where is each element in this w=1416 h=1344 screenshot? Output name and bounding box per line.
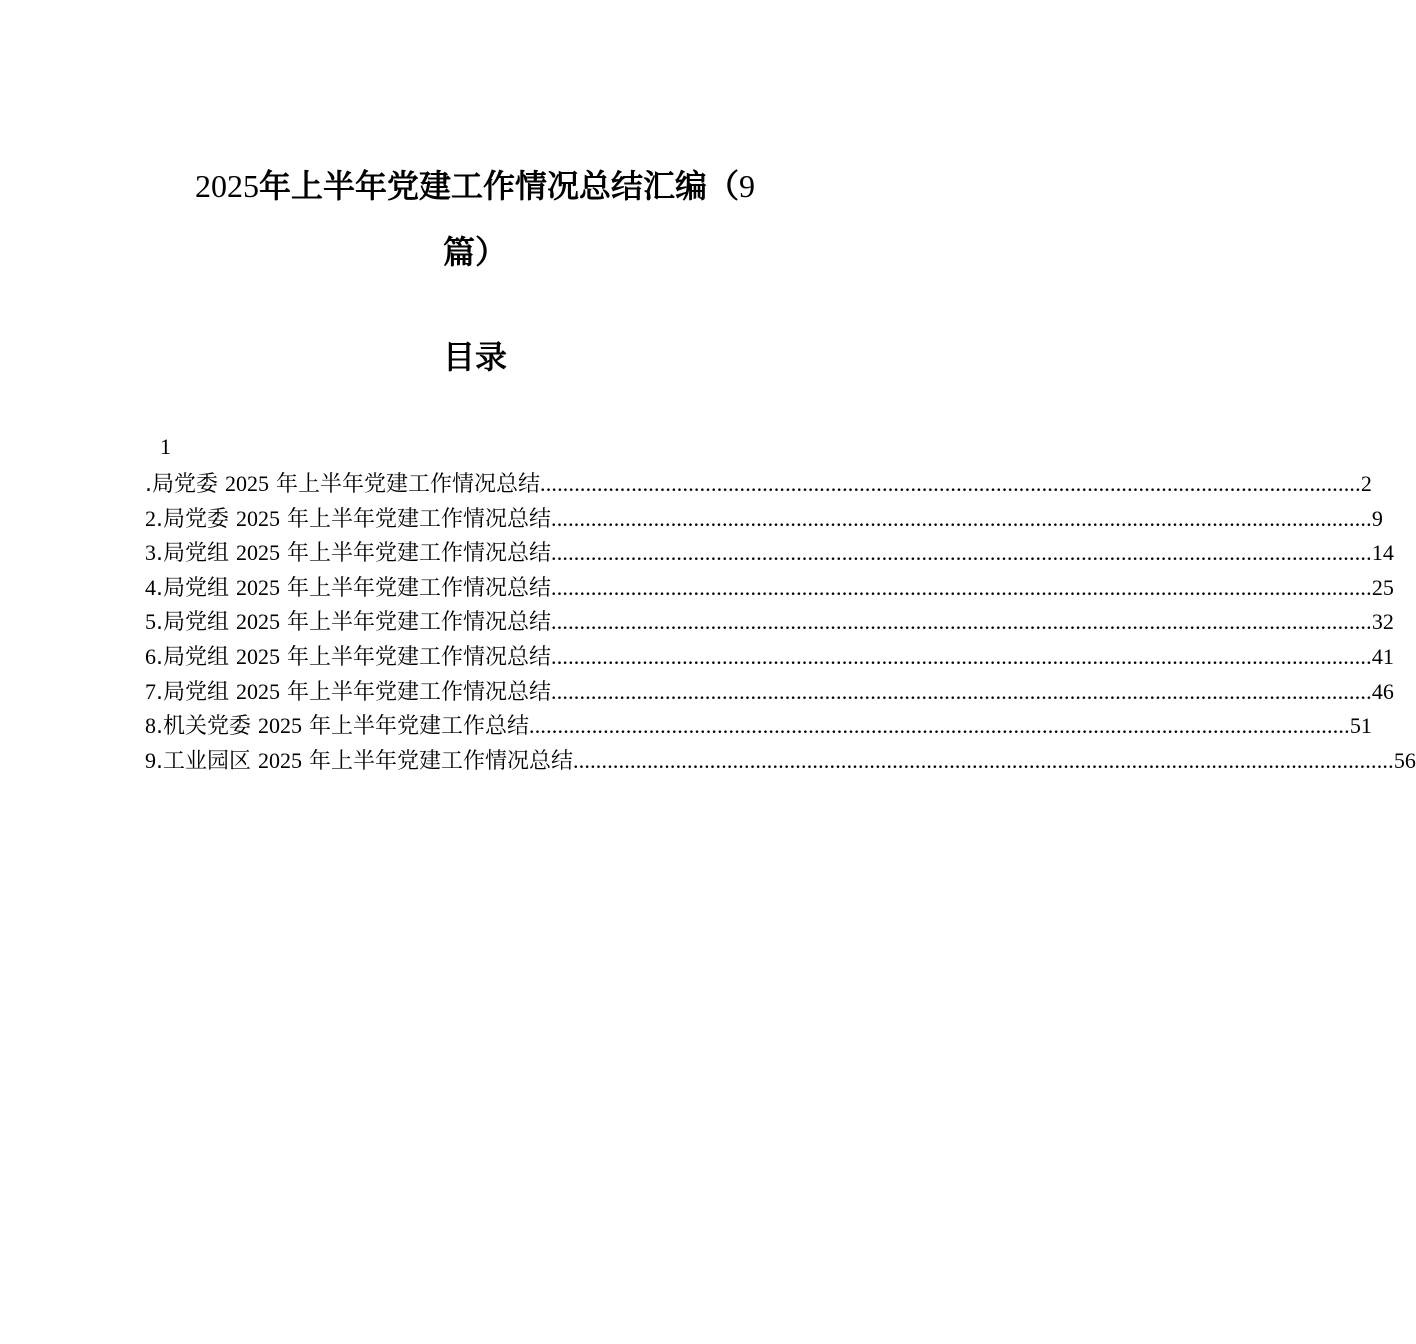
toc-leader-dots: ................................................................................................................................................	[573, 747, 1394, 773]
toc-entry[interactable]	[145, 571, 1394, 606]
toc-page-number: 32	[1371, 609, 1394, 635]
toc-page-number: 14	[1371, 540, 1394, 566]
toc-leader-dots: ................................................................................................................................................	[551, 505, 1372, 531]
toc-page-number: 56	[1393, 747, 1416, 773]
toc-entry-title: 2.局党委 2025 年上半年党建工作情况总结	[145, 505, 551, 532]
toc-entry[interactable]	[145, 709, 1372, 744]
toc-entry[interactable]	[145, 675, 1394, 710]
toc-leader-dots: ................................................................................................................................................	[540, 471, 1361, 496]
toc-leader-dots: ................................................................................................................................................	[551, 678, 1372, 704]
toc-entry-title: 9.工业园区 2025 年上半年党建工作情况总结	[145, 747, 573, 774]
toc-entry-title: 7.局党组 2025 年上半年党建工作情况总结	[145, 678, 551, 705]
toc-entry[interactable]	[145, 502, 1383, 537]
toc-leader-dots: ................................................................................................................................................	[529, 713, 1350, 739]
table-of-contents	[145, 467, 1416, 778]
toc-entry-title: 8.机关党委 2025 年上半年党建工作总结	[145, 713, 529, 740]
toc-entry-title: 3.局党组 2025 年上半年党建工作情况总结	[145, 540, 551, 567]
toc-entry[interactable]	[145, 536, 1394, 571]
toc-entry[interactable]	[145, 605, 1394, 640]
toc-entry[interactable]	[145, 467, 1372, 502]
toc-entry-title: 5.局党组 2025 年上半年党建工作情况总结	[145, 609, 551, 636]
toc-entry[interactable]	[145, 744, 1416, 779]
document-title-line-1	[150, 168, 800, 204]
title-text-cont: 篇）	[442, 233, 507, 271]
toc-heading: 目录	[442, 338, 507, 376]
toc-leader-dots: ................................................................................................................................................	[551, 540, 1372, 566]
toc-page-number: 51	[1349, 713, 1372, 739]
toc-leader-dots: ................................................................................................................................................	[551, 643, 1372, 669]
toc-entry-title: 6.局党组 2025 年上半年党建工作情况总结	[145, 643, 551, 670]
title-count: 9	[739, 168, 755, 204]
toc-page-number: 25	[1371, 574, 1394, 600]
toc-page-number: 9	[1371, 505, 1383, 531]
toc-first-entry-number: 1	[160, 434, 171, 459]
toc-page-number: 41	[1371, 643, 1394, 669]
toc-entry-title: 4.局党组 2025 年上半年党建工作情况总结	[145, 574, 551, 601]
toc-page-number: 2	[1360, 471, 1372, 496]
toc-page-number: 46	[1371, 678, 1394, 704]
toc-entry-title: .局党委 2025 年上半年党建工作情况总结	[145, 471, 540, 497]
toc-entry[interactable]	[145, 640, 1394, 675]
document-title-line-2	[150, 234, 800, 270]
toc-leader-dots: ................................................................................................................................................	[551, 609, 1372, 635]
toc-leader-dots: ................................................................................................................................................	[551, 574, 1372, 600]
title-text: 年上半年党建工作情况总结汇编（	[258, 167, 739, 205]
title-year: 2025	[194, 168, 259, 204]
